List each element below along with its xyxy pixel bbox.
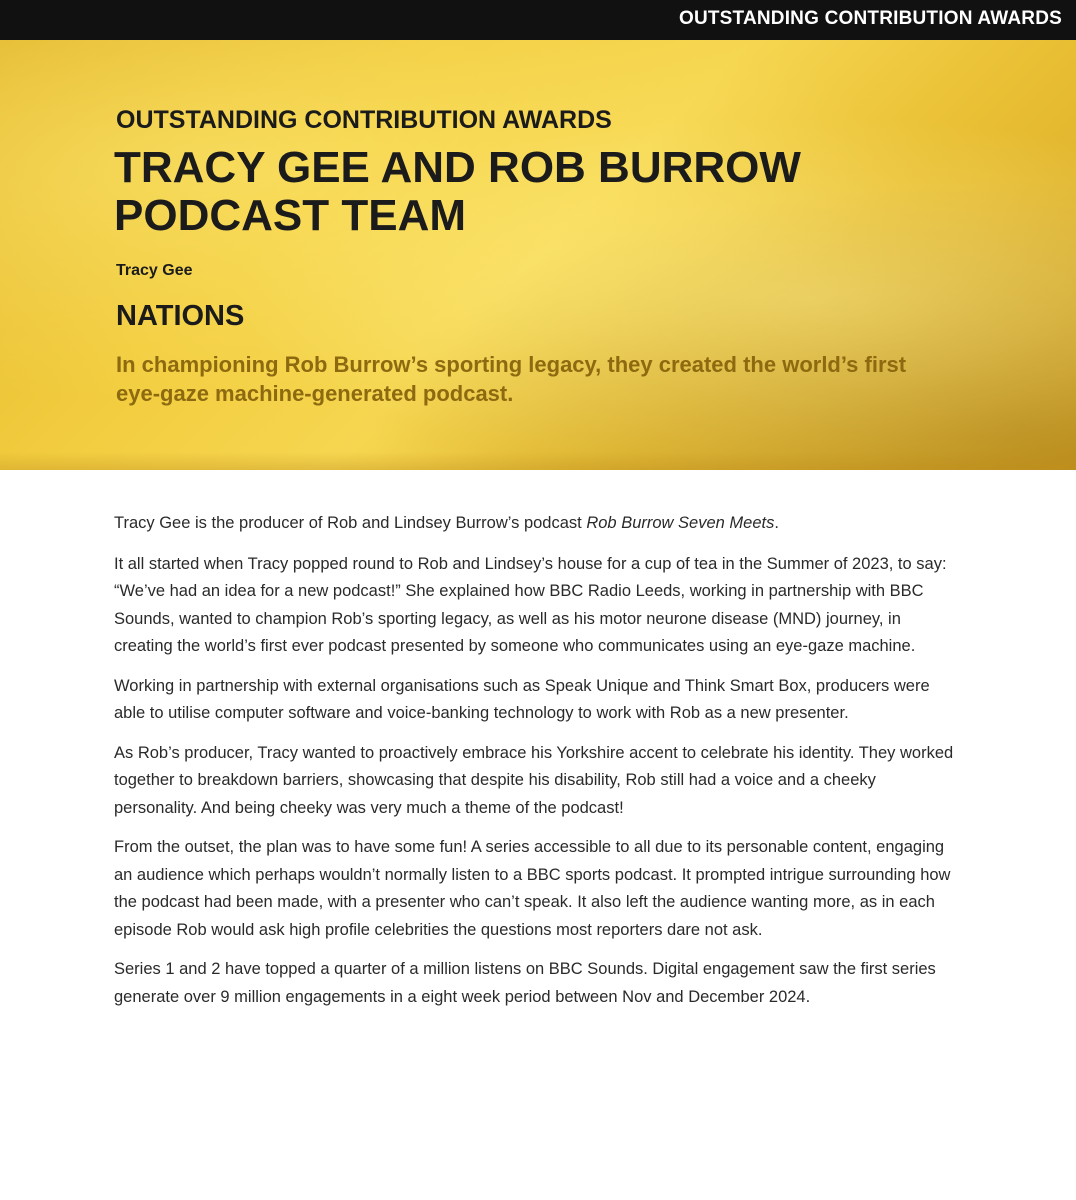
- award-kicker: OUTSTANDING CONTRIBUTION AWARDS: [116, 106, 612, 134]
- article-paragraph: Series 1 and 2 have topped a quarter of a million listens on BBC Sounds. Digital engagement saw the first series generate over 9 million engagements in a eight week period between Nov and December 2024.: [114, 960, 936, 1006]
- nominee-name: Tracy Gee: [116, 262, 193, 279]
- title-line-1: TRACY GEE AND ROB BURROW: [114, 143, 801, 192]
- standfirst: In championing Rob Burrow’s sporting legacy, they created the world’s first eye-gaze machine-generated podcast.: [116, 352, 907, 406]
- article-paragraph: It all started when Tracy popped round to Rob and Lindsey’s house for a cup of tea in the Summer of 2023, to say: “We’ve had an idea for a new podcast!” She explained how BBC Radio Leeds, working in partnership with BBC Sounds, wanted to champion Rob’s sporting legacy, as well as his motor neurone disease (MND) journey, in creating the world’s first ever podcast presented by someone who communicates using an eye-gaze machine.: [114, 554, 947, 655]
- podcast-title: Rob Burrow Seven Meets: [586, 514, 775, 532]
- section-label: OUTSTANDING CONTRIBUTION AWARDS: [678, 8, 1062, 29]
- page-title: [114, 144, 994, 240]
- article-body: [114, 510, 954, 1023]
- intro-text: Tracy Gee is the producer of Rob and Lindsey Burrow’s podcast: [114, 514, 587, 532]
- hero-panel: [0, 40, 1076, 470]
- top-bar: [0, 0, 1076, 40]
- article-paragraph: Working in partnership with external organisations such as Speak Unique and Think Smart Box, producers were able to utilise computer software and voice-banking technology to work with Rob as a new presenter.: [114, 676, 930, 722]
- article-paragraph: From the outset, the plan was to have some fun! A series accessible to all due to its personable content, engaging an audience which perhaps wouldn’t normally listen to a BBC sports podcast. It prompted intrigue surrounding how the podcast had been made, with a presenter who can’t speak. It also left the audience wanting more, as in each episode Rob would ask high profile celebrities the questions most reporters dare not ask.: [114, 838, 951, 939]
- intro-paragraph: [114, 510, 954, 538]
- award-category: NATIONS: [116, 300, 245, 332]
- title-line-2: PODCAST TEAM: [114, 191, 466, 240]
- article-paragraph: As Rob’s producer, Tracy wanted to proactively embrace his Yorkshire accent to celebrate his identity. They worked together to breakdown barriers, showcasing that despite his disability, Rob still had a voice and a cheeky personality. And being cheeky was very much a theme of the podcast!: [114, 743, 954, 817]
- intro-end: .: [774, 514, 779, 532]
